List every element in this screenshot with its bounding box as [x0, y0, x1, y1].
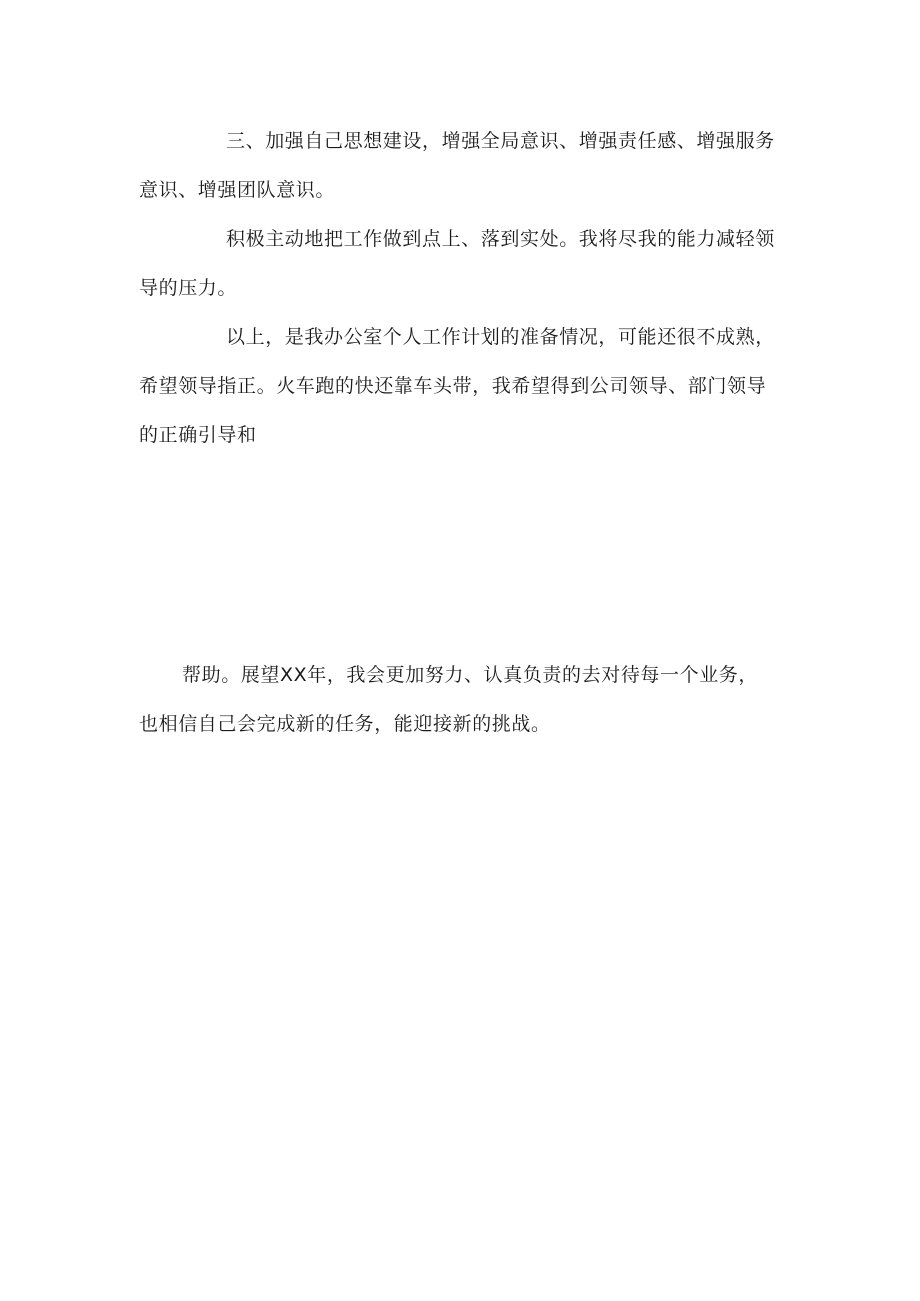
paragraph-line: 也相信自己会完成新的任务，能迎接新的挑战。 [139, 713, 551, 735]
paragraph-line: 三、加强自己思想建设，增强全局意识、增强责任感、增强服务 [226, 130, 775, 152]
paragraph-line: 帮助。展望XX年，我会更加努力、认真负责的去对待每一个业务， [182, 664, 759, 686]
paragraph-line: 希望领导指正。火车跑的快还靠车头带，我希望得到公司领导、部门领导 [139, 375, 767, 397]
paragraph-line: 积极主动地把工作做到点上、落到实处。我将尽我的能力减轻领 [226, 228, 775, 250]
paragraph-line: 导的压力。 [139, 277, 238, 299]
paragraph-line: 意识、增强团队意识。 [139, 179, 336, 201]
paragraph-line: 的正确引导和 [139, 424, 257, 446]
paragraph-line: 以上，是我办公室个人工作计划的准备情况，可能还很不成熟， [226, 326, 775, 348]
